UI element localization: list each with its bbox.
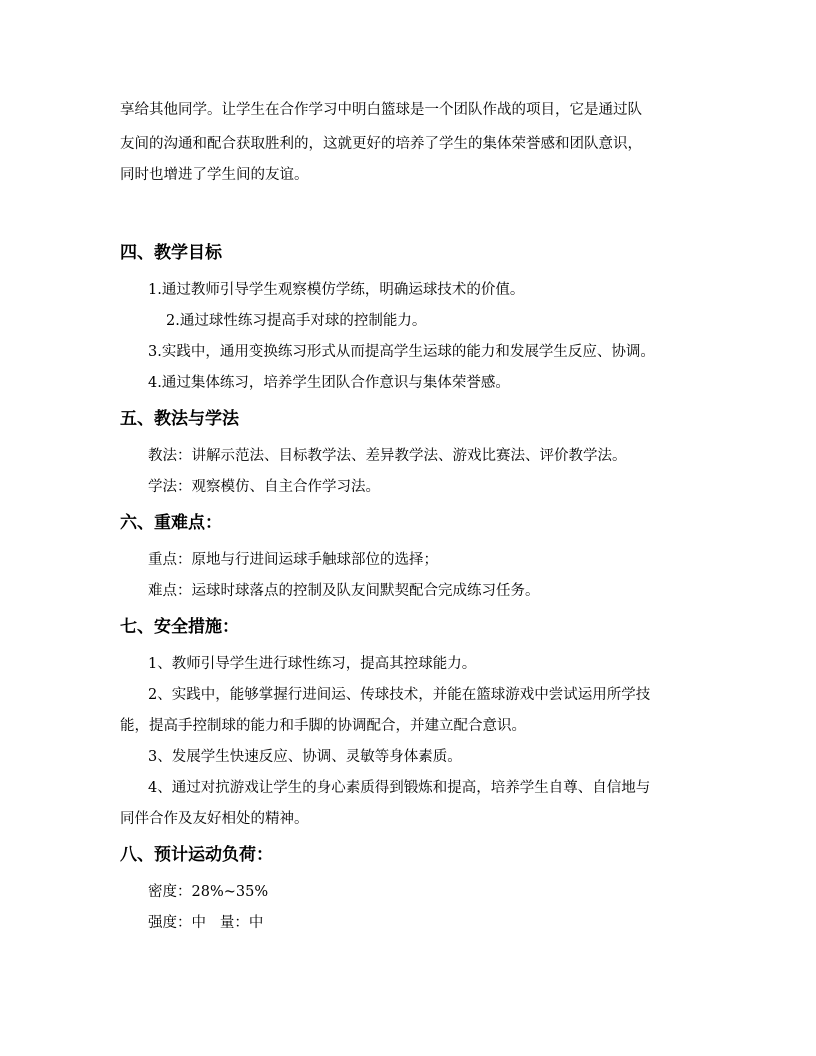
- section-heading-exercise-load: 八、预计运动负荷：: [120, 845, 273, 865]
- intro-line-2: 友间的沟通和配合获取胜利的，这就更好的培养了学生的集体荣誉感和团队意识，: [120, 136, 642, 152]
- goal-item-2: 2.通过球性练习提高手对球的控制能力。: [166, 313, 427, 329]
- section-heading-safety: 七、安全措施：: [120, 617, 239, 637]
- intro-line-3: 同时也增进了学生间的友谊。: [120, 167, 309, 183]
- goal-item-1: 1.通过教师引导学生观察模仿学练，明确运球技术的价值。: [148, 282, 525, 298]
- safety-item-2: 2、实践中，能够掌握行进间运、传球技术，并能在篮球游戏中尝试运用所学技: [148, 687, 651, 703]
- key-point-item: 重点：原地与行进间运球手触球部位的选择；: [148, 552, 438, 568]
- section-heading-teaching-goals: 四、教学目标: [120, 243, 222, 263]
- load-intensity-volume: 强度：中 量：中: [148, 915, 264, 931]
- method-item-learning: 学法：观察模仿、自主合作学习法。: [148, 479, 380, 495]
- load-density: 密度：28%~35%: [148, 884, 269, 900]
- difficult-point-item: 难点：运球时球落点的控制及队友间默契配合完成练习任务。: [148, 583, 540, 599]
- intro-line-1: 享给其他同学。让学生在合作学习中明白篮球是一个团队作战的项目，它是通过队: [120, 102, 642, 118]
- safety-item-3: 3、发展学生快速反应、协调、灵敏等身体素质。: [148, 749, 462, 765]
- safety-item-2-continued: 能，提高手控制球的能力和手脚的协调配合，并建立配合意识。: [120, 718, 526, 734]
- safety-item-4: 4、通过对抗游戏让学生的身心素质得到锻炼和提高，培养学生自尊、自信地与: [148, 780, 651, 796]
- section-heading-methods: 五、教法与学法: [120, 409, 239, 429]
- goal-item-3: 3.实践中，通用变换练习形式从而提高学生运球的能力和发展学生反应、协调。: [148, 344, 655, 360]
- safety-item-4-continued: 同伴合作及友好相处的精神。: [120, 811, 309, 827]
- safety-item-1: 1、教师引导学生进行球性练习，提高其控球能力。: [148, 656, 477, 672]
- section-heading-key-points: 六、重难点：: [120, 513, 222, 533]
- method-item-teaching: 教法：讲解示范法、目标教学法、差异教学法、游戏比赛法、评价教学法。: [148, 448, 627, 464]
- goal-item-4: 4.通过集体练习，培养学生团队合作意识与集体荣誉感。: [148, 375, 510, 391]
